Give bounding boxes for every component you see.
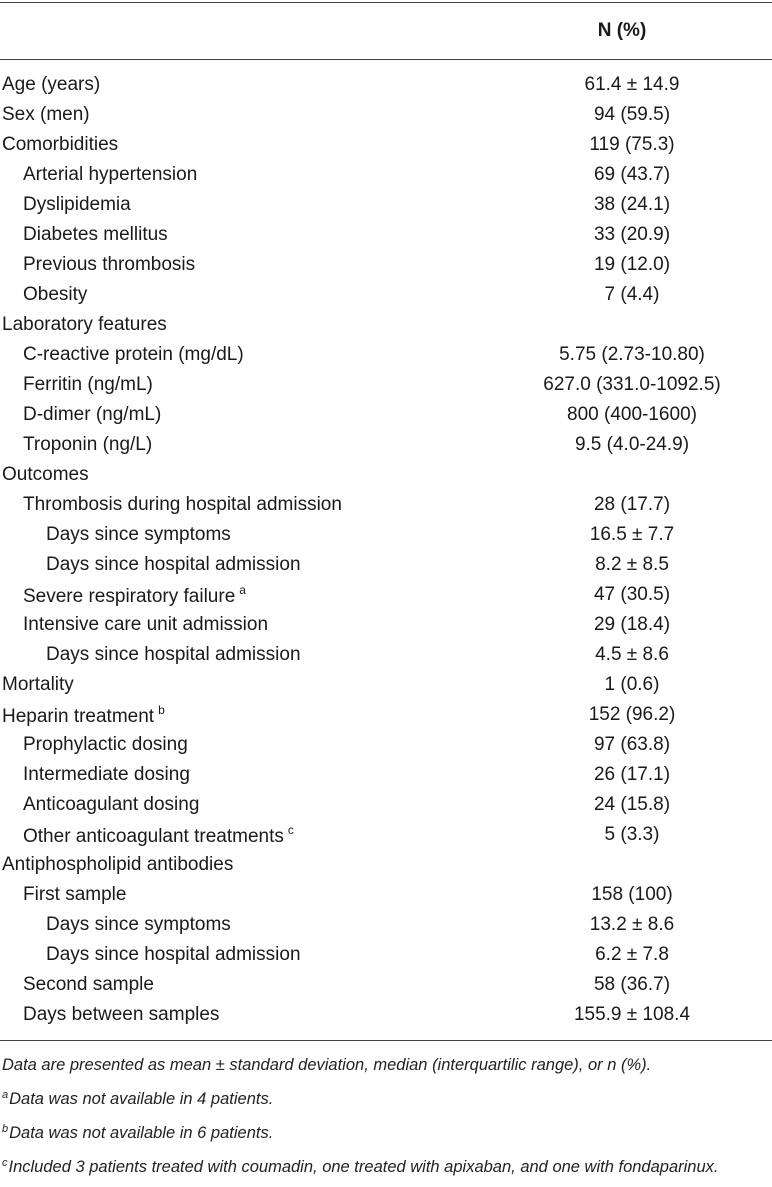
row-value: 28 (17.7) xyxy=(593,494,671,515)
row-label-text: Other anticoagulant treatments xyxy=(23,825,284,847)
row-label-text: Previous thrombosis xyxy=(23,254,196,275)
table-row xyxy=(0,250,772,280)
table-header xyxy=(0,3,772,59)
footnote-c-mark: c xyxy=(2,1157,8,1169)
table-row xyxy=(0,100,772,130)
row-value: 29 (18.4) xyxy=(593,614,671,635)
row-label xyxy=(0,164,472,186)
table-row xyxy=(0,460,772,490)
row-label xyxy=(0,974,472,996)
row-label xyxy=(0,404,472,426)
table-row xyxy=(0,400,772,430)
table-row xyxy=(0,730,772,760)
table-row xyxy=(0,340,772,370)
row-label xyxy=(0,254,472,276)
row-label xyxy=(0,734,472,756)
row-label-text: Antiphospholipid antibodies xyxy=(2,854,234,875)
row-label-text: C-reactive protein (mg/dL) xyxy=(23,344,244,365)
footnote-marker: a xyxy=(239,582,246,597)
table-row xyxy=(0,550,772,580)
row-label xyxy=(0,614,472,636)
row-value: 61.4 ± 14.9 xyxy=(584,74,680,95)
row-value: 47 (30.5) xyxy=(593,584,671,605)
row-value: 24 (15.8) xyxy=(593,794,671,815)
row-label-text: Thrombosis during hospital admission xyxy=(23,494,342,515)
table-row xyxy=(0,190,772,220)
footnote-c xyxy=(2,1151,770,1179)
row-value: 5.75 (2.73-10.80) xyxy=(559,344,705,365)
row-label xyxy=(0,674,472,696)
table-row xyxy=(0,850,772,880)
row-label-text: Days since symptoms xyxy=(46,524,231,545)
row-label-text: First sample xyxy=(23,884,127,905)
table-row xyxy=(0,370,772,400)
row-label xyxy=(0,434,472,456)
row-label xyxy=(0,764,472,786)
row-label xyxy=(0,914,472,936)
table-row xyxy=(0,790,772,820)
row-value: 58 (36.7) xyxy=(593,974,671,995)
row-label xyxy=(0,583,472,608)
row-label-text: Outcomes xyxy=(2,464,89,485)
table-row xyxy=(0,430,772,460)
table-row xyxy=(0,1000,772,1030)
row-label-text: Sex (men) xyxy=(2,104,90,125)
row-label-text: Comorbidities xyxy=(2,134,119,155)
row-label-text: Prophylactic dosing xyxy=(23,734,188,755)
footnote-main: Data are presented as mean ± standard deviation, median (interquartilic range), or n (%). xyxy=(2,1056,652,1074)
row-label-text: Days since hospital admission xyxy=(46,554,301,575)
footnote-a-mark: a xyxy=(2,1089,9,1101)
footnote-b xyxy=(2,1117,770,1145)
table-row xyxy=(0,70,772,100)
row-value: 158 (100) xyxy=(591,884,673,905)
row-label xyxy=(0,314,472,336)
table-row xyxy=(0,310,772,340)
row-label xyxy=(0,823,472,848)
footnote-b-mark: b xyxy=(2,1123,9,1135)
row-label-text: Days between samples xyxy=(23,1004,220,1025)
row-label xyxy=(0,644,472,666)
row-value: 19 (12.0) xyxy=(593,254,671,275)
table-row xyxy=(0,670,772,700)
row-value: 33 (20.9) xyxy=(593,224,671,245)
header-value-cell: N (%) xyxy=(597,20,647,41)
row-label xyxy=(0,344,472,366)
footnote-a xyxy=(2,1083,770,1111)
row-value: 13.2 ± 8.6 xyxy=(589,914,675,935)
row-value: 26 (17.1) xyxy=(593,764,671,785)
footnote-c-text: Included 3 patients treated with coumadin, one treated with apixaban, and one with fondaparinux. xyxy=(8,1158,719,1176)
footnote-marker: c xyxy=(287,822,294,837)
table-row xyxy=(0,490,772,520)
table-row xyxy=(0,640,772,670)
row-label-text: Days since hospital admission xyxy=(46,644,301,665)
table-row xyxy=(0,130,772,160)
row-label xyxy=(0,194,472,216)
table-row xyxy=(0,160,772,190)
footnote-b-text: Data was not available in 6 patients. xyxy=(9,1124,274,1142)
row-label-text: Diabetes mellitus xyxy=(23,224,168,245)
table-row xyxy=(0,220,772,250)
row-label-text: Arterial hypertension xyxy=(23,164,198,185)
row-label-text: Laboratory features xyxy=(2,314,167,335)
row-label-text: Age (years) xyxy=(2,74,101,95)
row-label-text: Heparin treatment xyxy=(2,705,155,727)
row-label xyxy=(0,284,472,306)
row-label xyxy=(0,1004,472,1026)
row-label-text: Days since symptoms xyxy=(46,914,231,935)
row-value: 155.9 ± 108.4 xyxy=(573,1004,691,1025)
table-row xyxy=(0,940,772,970)
row-label-text: Severe respiratory failure xyxy=(23,585,236,607)
row-label xyxy=(0,944,472,966)
row-label-text: Ferritin (ng/mL) xyxy=(23,374,153,395)
row-label-text: D-dimer (ng/mL) xyxy=(23,404,162,425)
row-value: 8.2 ± 8.5 xyxy=(595,554,669,575)
table-row xyxy=(0,610,772,640)
row-label xyxy=(0,554,472,576)
row-label xyxy=(0,884,472,906)
row-label xyxy=(0,74,472,96)
row-value: 97 (63.8) xyxy=(593,734,671,755)
row-label-text: Intensive care unit admission xyxy=(23,614,269,635)
footnote-a-text: Data was not available in 4 patients. xyxy=(9,1090,274,1108)
row-label-text: Days since hospital admission xyxy=(46,944,301,965)
row-label xyxy=(0,703,472,728)
row-value: 152 (96.2) xyxy=(588,704,676,725)
row-label xyxy=(0,224,472,246)
row-label xyxy=(0,854,472,876)
row-label-text: Dyslipidemia xyxy=(23,194,131,215)
row-value: 16.5 ± 7.7 xyxy=(589,524,675,545)
row-value: 7 (4.4) xyxy=(604,284,660,305)
row-value: 627.0 (331.0-1092.5) xyxy=(543,374,721,395)
row-value: 9.5 (4.0-24.9) xyxy=(574,434,690,455)
row-value: 119 (75.3) xyxy=(589,134,675,155)
table-row xyxy=(0,970,772,1000)
row-label xyxy=(0,794,472,816)
row-label xyxy=(0,464,472,486)
row-label-text: Intermediate dosing xyxy=(23,764,190,785)
row-value: 69 (43.7) xyxy=(593,164,671,185)
row-label xyxy=(0,134,472,156)
table-row xyxy=(0,760,772,790)
row-label xyxy=(0,104,472,126)
table-row xyxy=(0,820,772,850)
row-value: 38 (24.1) xyxy=(593,194,671,215)
footnote-marker: b xyxy=(158,702,165,717)
row-label-text: Mortality xyxy=(2,674,74,695)
table-body xyxy=(0,60,772,1030)
row-label-text: Anticoagulant dosing xyxy=(23,794,200,815)
row-value: 4.5 ± 8.6 xyxy=(595,644,669,665)
row-label-text: Second sample xyxy=(23,974,154,995)
row-value: 5 (3.3) xyxy=(604,824,660,845)
row-label xyxy=(0,524,472,546)
table-row xyxy=(0,580,772,610)
table-row xyxy=(0,520,772,550)
row-label-text: Obesity xyxy=(23,284,88,305)
table-footnotes xyxy=(0,1041,772,1179)
row-value: 6.2 ± 7.8 xyxy=(595,944,669,965)
table-row xyxy=(0,880,772,910)
row-label xyxy=(0,374,472,396)
row-value: 94 (59.5) xyxy=(593,104,671,125)
table-row xyxy=(0,910,772,940)
table-row xyxy=(0,700,772,730)
row-value: 1 (0.6) xyxy=(604,674,660,695)
row-label xyxy=(0,494,472,516)
row-value: 800 (400-1600) xyxy=(567,404,697,425)
table-row xyxy=(0,280,772,310)
row-label-text: Troponin (ng/L) xyxy=(23,434,153,455)
